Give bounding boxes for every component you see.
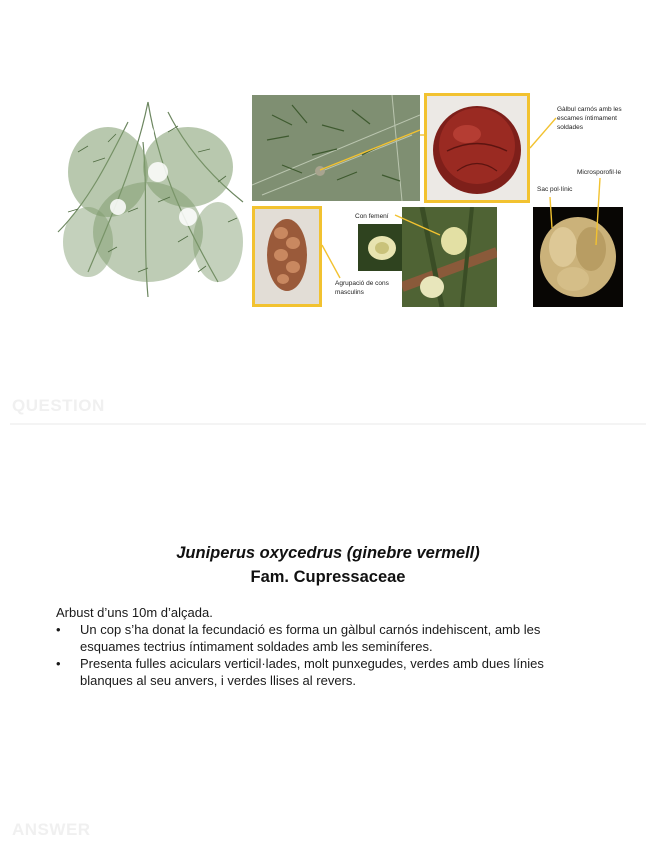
- species-title: Juniperus oxycedrus (ginebre vermell): [176, 544, 480, 562]
- question-watermark: QUESTION: [12, 396, 105, 415]
- bullet-symbol: •: [56, 656, 61, 671]
- label-pollen-sac: Sac pol·línic: [537, 186, 573, 193]
- leader-lines: [0, 0, 656, 320]
- bullet-symbol: •: [56, 622, 61, 637]
- divider: [10, 423, 646, 425]
- answer-watermark: ANSWER: [12, 820, 91, 839]
- label-male-cone-cluster: Agrupació de cons masculins: [335, 280, 389, 296]
- description: [56, 604, 576, 689]
- list-item: [56, 655, 576, 689]
- label-female-cone: Con femení: [355, 213, 389, 220]
- family-title: Fam. Cupressaceae: [250, 568, 406, 586]
- bullet-list: [56, 621, 576, 689]
- label-galbul: Gàlbul carnós amb les escames íntimament soldades: [557, 106, 622, 131]
- list-item: [56, 621, 576, 655]
- list-item-text: Un cop s’ha donat la fecundació es forma un gàlbul carnós indehiscent, amb les esquames tectrius íntimament soldades amb les seminíferes.: [80, 622, 541, 654]
- intro-text: Arbust d’uns 10m d’alçada.: [56, 605, 213, 620]
- label-microsporophyll: Microsporofil·le: [577, 169, 622, 176]
- list-item-text: Presenta fulles aciculars verticil·lades, molt punxegudes, verdes amb dues línies blanques al seu anvers, i verdes llises al revers.: [80, 656, 544, 688]
